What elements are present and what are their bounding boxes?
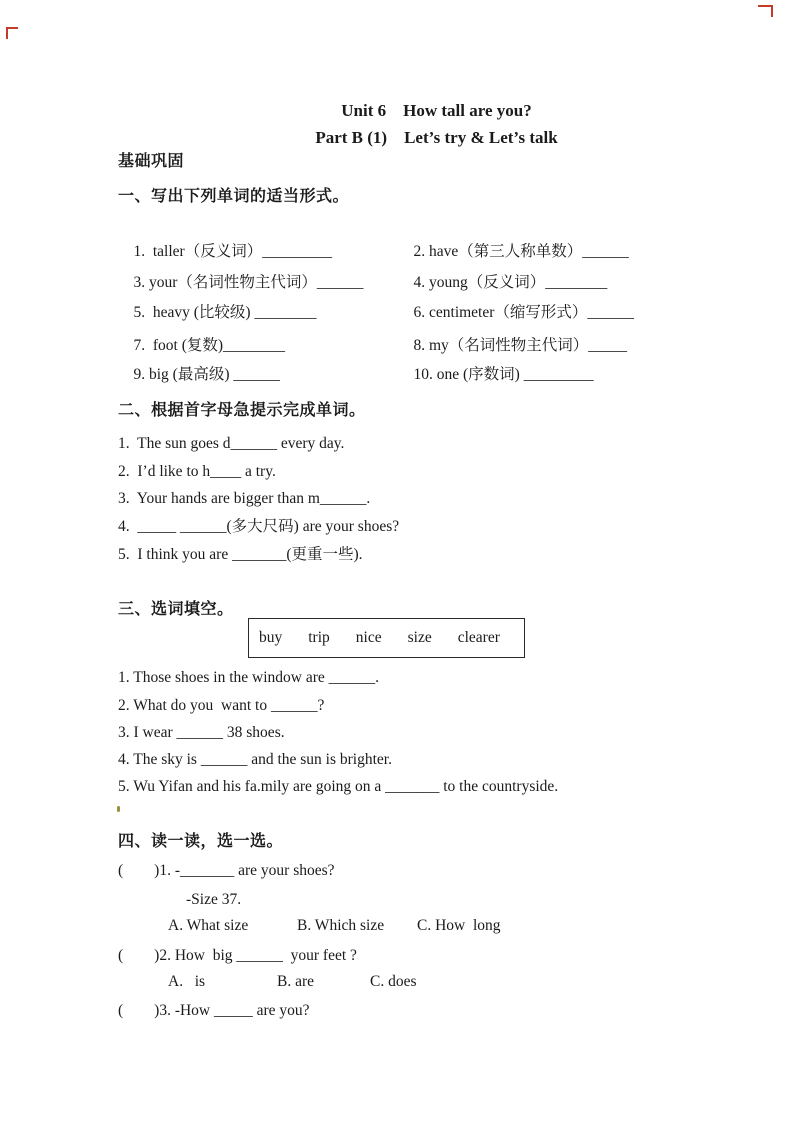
blank-item: 9. big (最高级) ______ <box>133 366 280 383</box>
fill-item: 2. I’d like to h____ a try. <box>118 463 276 480</box>
option-b: B. Which size <box>297 917 385 934</box>
red-crop-mark-top-left <box>6 27 18 39</box>
word-bank-word: clearer <box>457 629 500 646</box>
fill-item: 3. I wear ______ 38 shoes. <box>118 724 285 741</box>
part-subtitle: Part B (1) Let’s try & Let’s talk <box>315 128 558 147</box>
word-bank-word: trip <box>308 629 330 646</box>
option-a: A. is <box>168 973 206 990</box>
word-bank-word: size <box>407 629 432 646</box>
option-b: B. are <box>277 973 315 990</box>
section4-heading: 四、读一读，选一选。 <box>118 833 284 850</box>
blank-item: 2. have（第三人称单数）______ <box>413 243 629 260</box>
blank-item: 7. foot (复数)________ <box>133 337 286 354</box>
fill-item: 1. The sun goes d______ every day. <box>118 435 345 452</box>
section2-heading: 二、根据首字母急提示完成单词。 <box>118 402 366 419</box>
section1-heading: 一、写出下列单词的适当形式。 <box>118 188 350 205</box>
blank-item: 6. centimeter（缩写形式）______ <box>413 304 634 321</box>
intro-heading: 基础巩固 <box>118 153 185 170</box>
blank-item: 8. my（名词性物主代词）_____ <box>413 337 628 354</box>
option-c: C. How long <box>417 917 501 934</box>
stray-scan-mark <box>117 806 120 812</box>
choice-question-line: ( )1. -_______ are your shoes? <box>118 862 335 879</box>
blank-item: 4. young（反义词）________ <box>413 274 608 291</box>
choice-question-line: ( )3. -How _____ are you? <box>118 1002 310 1019</box>
red-crop-mark-top-right <box>758 5 773 17</box>
blank-item: 10. one (序数词) _________ <box>413 366 594 383</box>
section3-heading: 三、选词填空。 <box>118 601 234 618</box>
blank-item: 3. your（名词性物主代词）______ <box>133 274 364 291</box>
unit-title: Unit 6 How tall are you? <box>341 101 532 120</box>
word-bank-word: buy <box>259 629 283 646</box>
fill-item: 5. Wu Yifan and his fa.mily are going on a _______ to the countryside. <box>118 778 559 795</box>
word-bank-word: nice <box>355 629 382 646</box>
word-bank-box <box>248 618 525 658</box>
blank-item: 1. taller（反义词）_________ <box>133 243 332 260</box>
choice-question-line: ( )2. How big ______ your feet ? <box>118 947 357 964</box>
fill-item: 3. Your hands are bigger than m______. <box>118 490 371 507</box>
fill-item: 5. I think you are _______(更重一些). <box>118 546 363 563</box>
fill-item: 4. The sky is ______ and the sun is brighter. <box>118 751 392 768</box>
fill-item: 2. What do you want to ______? <box>118 697 325 714</box>
option-a: A. What size <box>168 917 249 934</box>
choice-answer-line: -Size 37. <box>186 891 242 908</box>
section1-row <box>118 345 593 405</box>
fill-item: 1. Those shoes in the window are ______. <box>118 669 380 686</box>
option-c: C. does <box>370 973 417 990</box>
fill-item: 4. _____ ______(多大尺码) are your shoes? <box>118 518 400 535</box>
blank-item: 5. heavy (比较级) ________ <box>133 304 317 321</box>
